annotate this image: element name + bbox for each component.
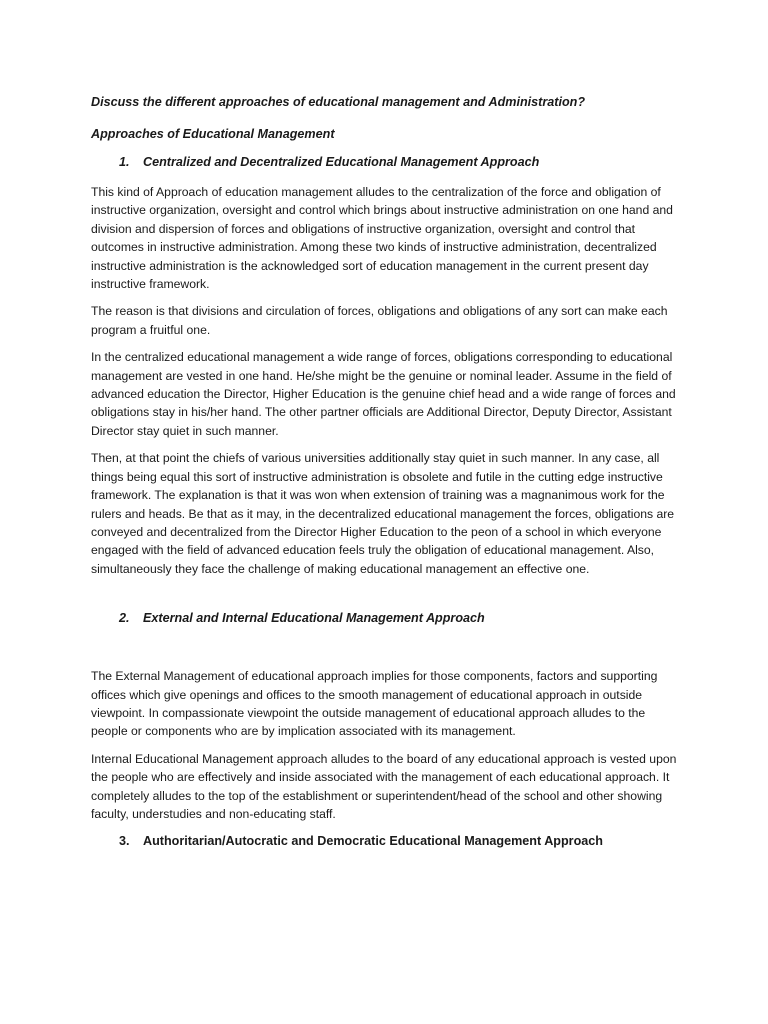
document-subtitle: Approaches of Educational Management [91,127,335,141]
section-number: 3. [119,834,130,849]
section-number: 2. [119,611,130,626]
section-heading-text: External and Internal Educational Management Approach [143,611,485,626]
paragraph: The External Management of educational approach implies for those components, factors and supporting offices which give openings and offices to the smooth management of educational approach in outside viewpoint. In compassionate viewpoint the outside management of educational approach alludes to the people or components who are by implication associated with its management. [91,669,658,739]
section-heading-3 [91,832,679,850]
paragraph: This kind of Approach of education management alludes to the centralization of the force and obligation of instructive organization, oversight and control which brings about instructive administration on one hand and division and dispersion of forces and obligations of instructive organization, oversight and control that outcomes in instructive administration. Among these two kinds of instructive administration, decentralized instructive administration is the acknowledged sort of education management in the current present day instructive framework. [91,185,673,292]
section-heading-2 [91,609,679,627]
section-number: 1. [119,155,130,169]
paragraph: In the centralized educational management a wide range of forces, obligations corresponding to educational management are vested in one hand. He/she might be the genuine or nominal leader. Assume in the field of advanced education the Director, Higher Education is the genuine chief head and a wide range of forces and obligations stay in his/her hand. The other partner officials are Additional Director, Deputy Director, Assistant Director stay quiet in such manner. [91,350,676,438]
document-body [91,93,679,862]
section-heading-text: Authoritarian/Autocratic and Democratic Educational Management Approach [143,834,603,849]
section-heading-text: Centralized and Decentralized Educational Management Approach [143,155,540,169]
document-title: Discuss the different approaches of educational management and Administration? [91,95,586,109]
paragraph: Then, at that point the chiefs of various universities additionally stay quiet in such manner. In any case, all things being equal this sort of instructive administration is obsolete and futile in the cutting edge instructive framework. The explanation is that it was won when extension of training was a magnanimous work for the rulers and heads. Be that as it may, in the decentralized educational management the forces, obligations are conveyed and decentralized from the Director Higher Education to the peon of a school in which everyone engaged with the field of advanced education feels truly the obligation of educational management. Also, simultaneously they face the challenge of making educational management an effective one. [91,451,675,576]
paragraph: Internal Educational Management approach alludes to the board of any educational approach is vested upon the people who are effectively and inside associated with the management of each educational approach. It completely alludes to the top of the establishment or superintendent/head of the school and other showing faculty, understudies and non-educating staff. [91,751,677,821]
section-heading-1 [91,153,679,171]
paragraph: The reason is that divisions and circulation of forces, obligations and obligations of any sort can make each program a fruitful one. [91,304,668,337]
